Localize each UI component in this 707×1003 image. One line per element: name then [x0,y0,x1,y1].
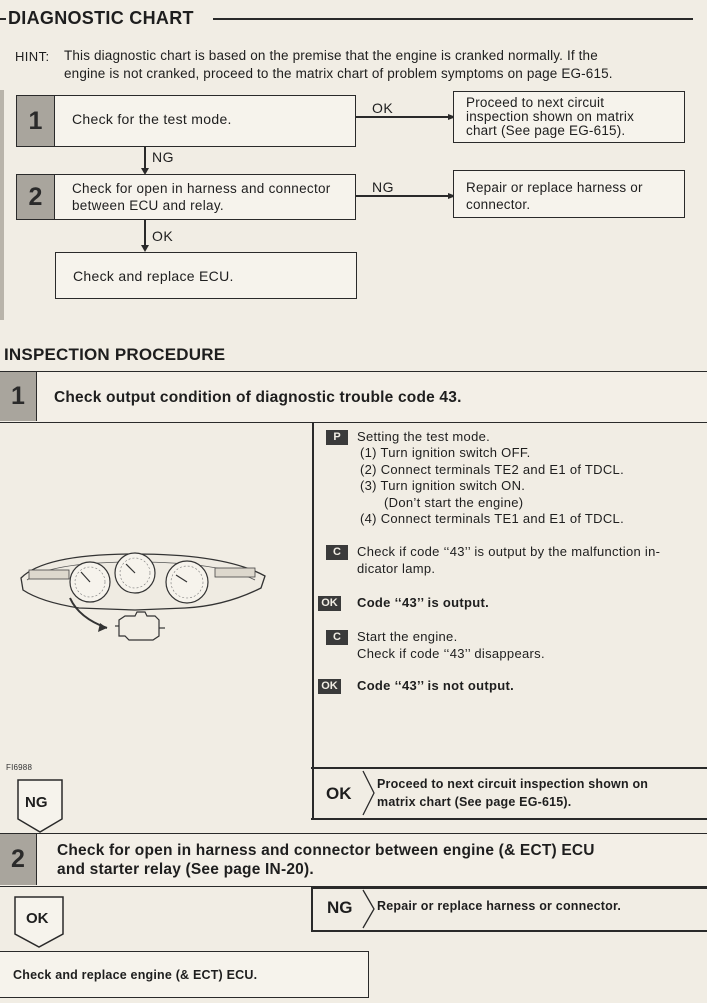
section-1-result-bottom-rule [311,818,707,820]
chart-step-1-number: 1 [17,96,55,146]
section-2-final-box [0,951,369,998]
chart-final-box [55,252,357,299]
p-step-2: (2) Connect terminals TE2 and E1 of TDCL. [360,461,624,477]
step2-ng-result-line-1: Repair or replace harness or [466,180,643,195]
ok2-tag: OK [318,679,341,694]
section-2-title-line-1: Check for open in harness and connector between engine (& ECT) ECU [57,842,595,859]
section-1-ok-chevron [362,770,376,816]
section-1-header [0,371,707,423]
section-2-header [0,833,707,887]
chart-title-rule-right [213,18,693,20]
section-2-number: 2 [11,845,25,873]
step1-ng-label: NG [152,149,174,165]
p-tag: P [326,430,348,445]
section-2-ok-label: OK [26,910,49,927]
section-2-number-box [0,834,37,885]
section-1-ok-result-line-2: matrix chart (See page EG-615). [377,795,572,809]
chart-step-2-number: 2 [17,175,55,219]
ok1-tag: OK [318,596,341,611]
page-edge-shadow [0,90,4,320]
c1-tag: C [326,545,348,560]
p-step-4: (4) Connect terminals TE1 and E1 of TDCL. [360,511,624,526]
p-step-3-note: (Don’t start the engine) [384,494,524,510]
c1-line-2: dicator lamp. [357,561,436,576]
section-2-ng-bottom-rule [311,930,707,932]
section-2-title-line-2: and starter relay (See page IN-20). [57,861,314,878]
hint-label: HINT: [15,49,50,64]
step1-ok-result-line-2: inspection shown on matrix [466,109,635,124]
c2-line-2: Check if code ‘‘43’’ disappears. [357,646,545,661]
hint-line-2: engine is not cranked, proceed to the matrix chart of problem symptoms on page EG-615. [64,66,613,81]
chart-title-rule-left [0,18,6,20]
section-2-ng-chevron [362,889,376,929]
section-1-ok-result-line-1: Proceed to next circuit inspection shown on [377,777,649,791]
figure-code: FI6988 [6,763,33,772]
section-2-ng-left-rule [311,887,313,931]
ok2-text: Code ‘‘43’’ is not output. [357,678,515,693]
section-1-ok-label: OK [326,784,352,803]
c2-line-1: Start the engine. [357,629,458,644]
step1-ok-connector [356,116,449,118]
p-title: Setting the test mode. [357,429,491,444]
p-step-1: (1) Turn ignition switch OFF. [360,445,531,460]
section-2-final-text: Check and replace engine (& ECT) ECU. [13,968,258,982]
step2-ok-label: OK [152,228,174,244]
step2-ok-arrow [141,245,149,252]
step2-ok-connector [144,220,146,246]
section-1-instructions [311,423,707,768]
section-2-ng-label: NG [327,898,353,917]
section-1-title: Check output condition of diagnostic trouble code 43. [54,389,462,406]
step2-ng-result-line-2: connector. [466,197,531,212]
section-1-ng-label: NG [25,794,48,811]
c2-tag: C [326,630,348,645]
chart-step-2-line-1: Check for open in harness and connector [72,181,331,196]
ok1-text: Code ‘‘43’’ is output. [357,595,490,610]
step2-ng-label: NG [372,179,394,195]
step1-ok-result-line-3: chart (See page EG-615). [466,123,626,138]
instrument-cluster-illustration [15,540,275,650]
step2-ng-result-box [453,170,685,218]
hint-line-1: This diagnostic chart is based on the premise that the engine is cranked normally. If the [64,48,598,63]
inspection-procedure-title: INSPECTION PROCEDURE [4,345,226,364]
section-1-number-box [0,372,37,421]
chart-step-2-line-2: between ECU and relay. [72,198,224,213]
chart-step-1-text: Check for the test mode. [72,111,232,127]
section-2-ng-result: Repair or replace harness or connector. [377,899,621,913]
section-1-number: 1 [11,382,25,410]
c1-line-1: Check if code ‘‘43’’ is output by the malfunction in- [357,544,661,559]
step1-ok-label: OK [372,100,394,116]
step2-ng-connector [356,195,449,197]
step1-ok-result-line-1: Proceed to next circuit [466,95,605,110]
p-step-3: (3) Turn ignition switch ON. [360,478,526,493]
chart-step-2-box [16,174,356,220]
diagnostic-chart-title: DIAGNOSTIC CHART [8,8,194,28]
chart-final-text: Check and replace ECU. [73,268,234,284]
chart-step-1-box [16,95,356,147]
step1-ok-result-box [453,91,685,143]
section-1-result-top-rule [311,767,707,769]
step1-ng-connector [144,147,146,169]
